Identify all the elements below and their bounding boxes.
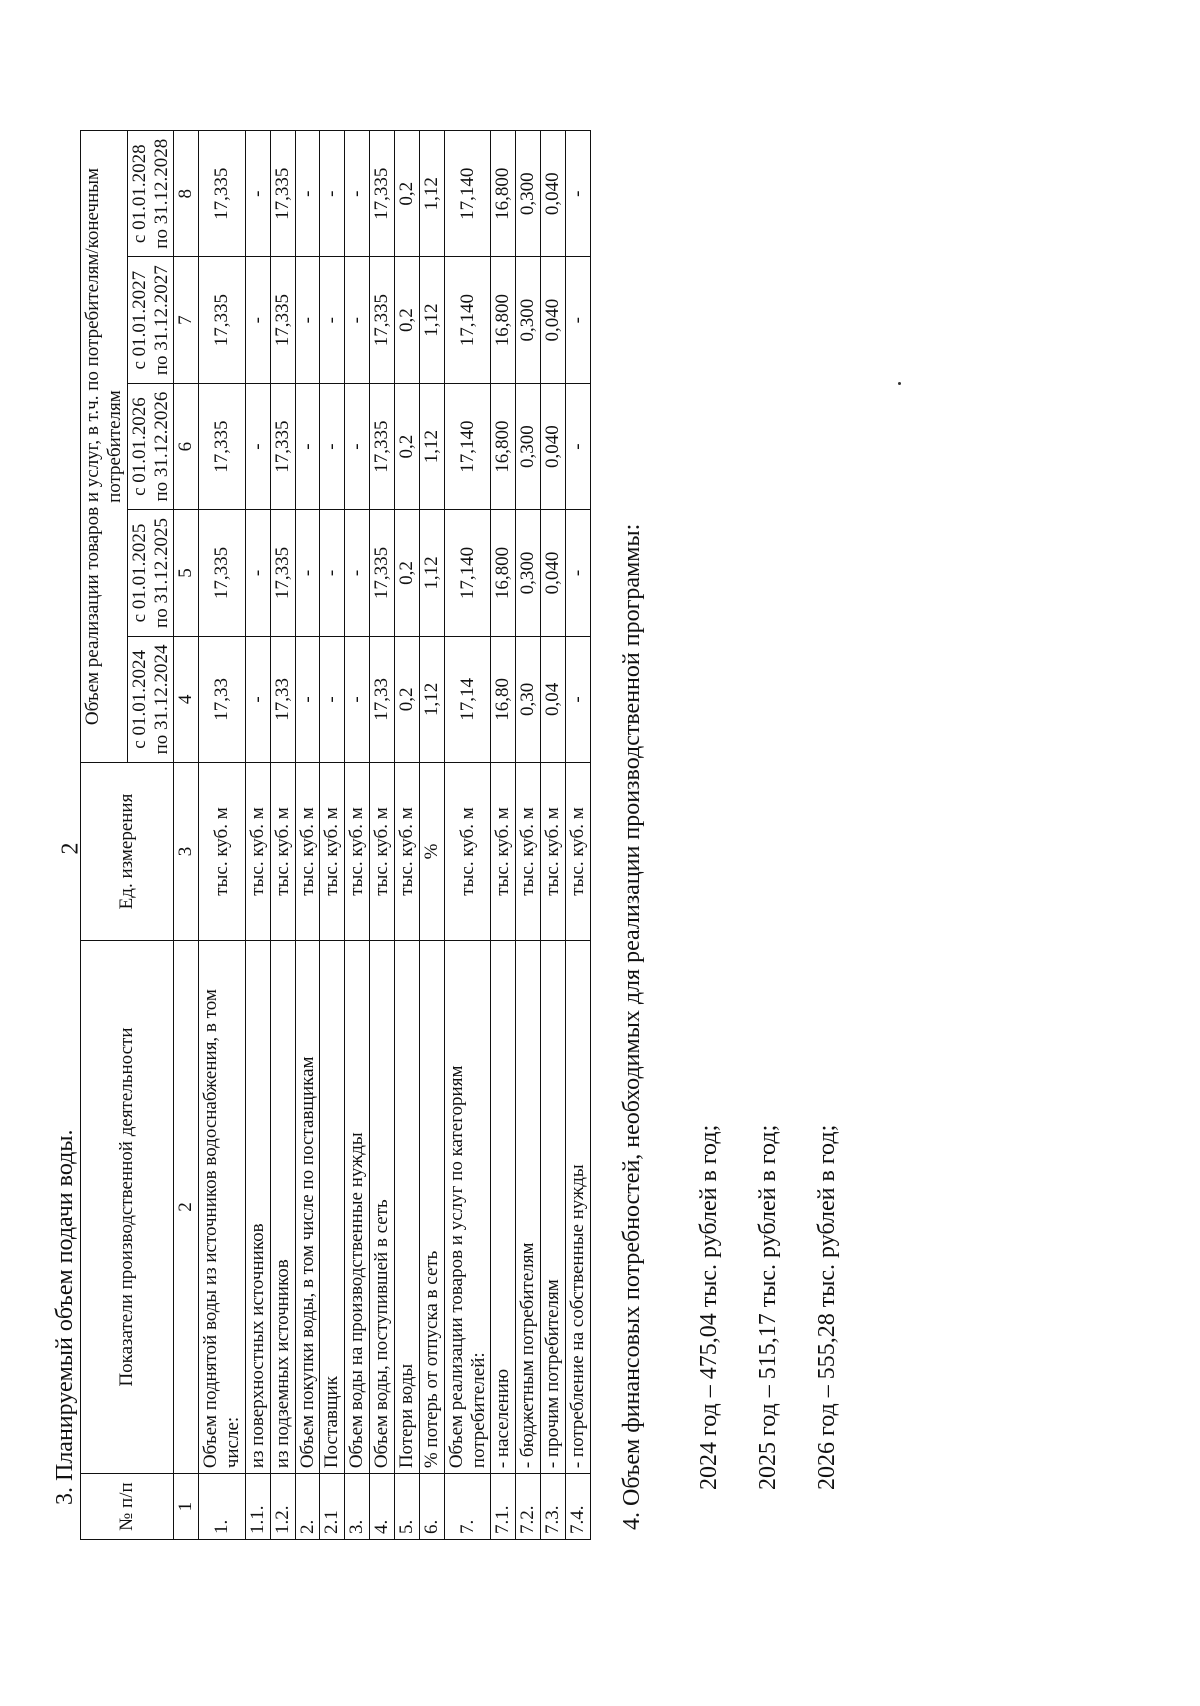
page-number: 2 — [57, 842, 84, 855]
table-row — [516, 131, 541, 1540]
row-value: 0,300 — [516, 510, 541, 636]
row-indicator: из поверхностных источников — [245, 940, 270, 1473]
row-value: - — [345, 636, 370, 762]
row-value: - — [295, 257, 320, 383]
row-number: 7. — [444, 1474, 491, 1540]
row-unit: тыс. куб. м — [516, 763, 541, 941]
row-unit: тыс. куб. м — [565, 763, 590, 941]
financial-line-2025: 2025 год – 515,17 тыс. рублей в год; — [754, 1124, 781, 1490]
column-number: 2 — [174, 940, 199, 1473]
row-value: 17,14 — [444, 636, 491, 762]
row-number: 1.2. — [270, 1474, 295, 1540]
row-value: 17,140 — [444, 383, 491, 509]
row-value: - — [320, 383, 345, 509]
row-value: - — [320, 131, 345, 257]
row-value: - — [565, 636, 590, 762]
column-number: 6 — [174, 383, 199, 509]
row-value: - — [245, 383, 270, 509]
row-number: 4. — [370, 1474, 395, 1540]
rotated-content — [50, 80, 841, 1680]
row-value: 0,300 — [516, 257, 541, 383]
row-value: - — [565, 510, 590, 636]
row-value: 0,2 — [394, 636, 419, 762]
table-row — [444, 131, 491, 1540]
row-value: 1,12 — [419, 131, 444, 257]
table-row — [370, 131, 395, 1540]
row-value: - — [245, 510, 270, 636]
section-3-title: 3. Планируемый объем подачи воды. — [52, 1129, 78, 1505]
row-indicator: Объем покупки воды, в том числе по поставщикам — [295, 940, 320, 1473]
row-value: 17,140 — [444, 131, 491, 257]
row-value: 1,12 — [419, 510, 444, 636]
row-value: - — [565, 131, 590, 257]
row-unit: тыс. куб. м — [444, 763, 491, 941]
row-value: 17,335 — [199, 383, 246, 509]
row-indicator: Потери воды — [394, 940, 419, 1473]
column-number: 7 — [174, 257, 199, 383]
row-number: 2.1 — [320, 1474, 345, 1540]
row-value: - — [345, 131, 370, 257]
row-value: 1,12 — [419, 636, 444, 762]
row-value: 16,800 — [491, 131, 516, 257]
table-row — [345, 131, 370, 1540]
row-value: 0,040 — [541, 510, 566, 636]
row-value: 17,335 — [370, 510, 395, 636]
table-row — [199, 131, 246, 1540]
row-indicator: из подземных источников — [270, 940, 295, 1473]
row-indicator: Поставщик — [320, 940, 345, 1473]
row-indicator: - населению — [491, 940, 516, 1473]
table-body — [81, 131, 591, 1540]
header-num: № п/п — [81, 1474, 174, 1540]
table-row — [541, 131, 566, 1540]
table-row — [245, 131, 270, 1540]
row-value: 16,800 — [491, 383, 516, 509]
row-number: 7.1. — [491, 1474, 516, 1540]
row-value: 17,335 — [270, 131, 295, 257]
row-indicator: - потребление на собственные нужды — [565, 940, 590, 1473]
row-value: - — [295, 131, 320, 257]
row-indicator: Объем поднятой воды из источников водоснабжения, в том числе: — [199, 940, 246, 1473]
row-value: 17,335 — [270, 383, 295, 509]
row-indicator: % потерь от отпуска в сеть — [419, 940, 444, 1473]
header-indicator: Показатели производственной деятельности — [81, 940, 174, 1473]
row-unit: тыс. куб. м — [320, 763, 345, 941]
row-value: 17,33 — [370, 636, 395, 762]
table-row — [320, 131, 345, 1540]
row-number: 7.4. — [565, 1474, 590, 1540]
water-supply-table — [80, 130, 591, 1540]
row-value: 17,33 — [270, 636, 295, 762]
row-value: - — [245, 636, 270, 762]
row-number: 1. — [199, 1474, 246, 1540]
row-unit: % — [419, 763, 444, 941]
row-value: 17,335 — [270, 257, 295, 383]
table-row — [565, 131, 590, 1540]
row-value: - — [245, 131, 270, 257]
table-row — [270, 131, 295, 1540]
row-unit: тыс. куб. м — [345, 763, 370, 941]
header-period: с 01.01.2028 по 31.12.2028 — [127, 131, 174, 257]
row-value: 0,040 — [541, 257, 566, 383]
row-number: 7.3. — [541, 1474, 566, 1540]
row-value: - — [295, 510, 320, 636]
financial-line-2024: 2024 год – 475,04 тыс. рублей в год; — [695, 1124, 722, 1490]
row-value: - — [295, 636, 320, 762]
row-unit: тыс. куб. м — [394, 763, 419, 941]
row-value: 1,12 — [419, 383, 444, 509]
row-value: - — [565, 383, 590, 509]
row-value: 17,335 — [370, 383, 395, 509]
row-value: - — [320, 636, 345, 762]
row-value: 17,335 — [270, 510, 295, 636]
row-value: - — [245, 257, 270, 383]
row-value: 16,80 — [491, 636, 516, 762]
row-number: 2. — [295, 1474, 320, 1540]
financial-line-2026: 2026 год – 555,28 тыс. рублей в год; — [813, 1124, 840, 1490]
row-unit: тыс. куб. м — [370, 763, 395, 941]
stray-dot — [898, 382, 901, 385]
row-unit: тыс. куб. м — [491, 763, 516, 941]
row-value: 16,800 — [491, 257, 516, 383]
row-unit: тыс. куб. м — [245, 763, 270, 941]
column-number: 5 — [174, 510, 199, 636]
row-value: 17,140 — [444, 257, 491, 383]
row-value: - — [565, 257, 590, 383]
row-value: 0,2 — [394, 257, 419, 383]
row-value: - — [345, 257, 370, 383]
header-period: с 01.01.2024 по 31.12.2024 — [127, 636, 174, 762]
table-row — [419, 131, 444, 1540]
row-value: 17,335 — [370, 131, 395, 257]
row-number: 7.2. — [516, 1474, 541, 1540]
row-value: 0,30 — [516, 636, 541, 762]
header-period: с 01.01.2027 по 31.12.2027 — [127, 257, 174, 383]
row-value: - — [345, 383, 370, 509]
row-indicator: - бюджетным потребителям — [516, 940, 541, 1473]
table-row — [491, 131, 516, 1540]
header-period: с 01.01.2025 по 31.12.2025 — [127, 510, 174, 636]
table-row — [295, 131, 320, 1540]
table-row — [394, 131, 419, 1540]
row-number: 5. — [394, 1474, 419, 1540]
row-unit: тыс. куб. м — [270, 763, 295, 941]
row-value: 0,300 — [516, 131, 541, 257]
row-unit: тыс. куб. м — [541, 763, 566, 941]
row-indicator: Объем воды на производственные нужды — [345, 940, 370, 1473]
row-value: 0,2 — [394, 383, 419, 509]
header-row-1 — [81, 131, 128, 1540]
row-value: - — [320, 510, 345, 636]
column-number: 1 — [174, 1474, 199, 1540]
row-value: 17,33 — [199, 636, 246, 762]
column-number-row — [174, 131, 199, 1540]
row-value: 17,140 — [444, 510, 491, 636]
row-value: 17,335 — [199, 131, 246, 257]
column-number: 8 — [174, 131, 199, 257]
row-value: - — [295, 383, 320, 509]
row-unit: тыс. куб. м — [199, 763, 246, 941]
row-number: 6. — [419, 1474, 444, 1540]
row-value: 0,300 — [516, 383, 541, 509]
row-indicator: Объем реализации товаров и услуг по категориям потребителей: — [444, 940, 491, 1473]
row-value: 1,12 — [419, 257, 444, 383]
row-value: 17,335 — [199, 257, 246, 383]
row-unit: тыс. куб. м — [295, 763, 320, 941]
row-number: 1.1. — [245, 1474, 270, 1540]
row-value: 0,2 — [394, 131, 419, 257]
column-number: 4 — [174, 636, 199, 762]
header-unit: Ед. измерения — [81, 763, 174, 941]
row-value: 16,800 — [491, 510, 516, 636]
row-indicator: Объем воды, поступившей в сеть — [370, 940, 395, 1473]
row-number: 3. — [345, 1474, 370, 1540]
row-value: 0,040 — [541, 131, 566, 257]
row-value: 0,04 — [541, 636, 566, 762]
row-value: 17,335 — [370, 257, 395, 383]
row-value: - — [320, 257, 345, 383]
row-value: - — [345, 510, 370, 636]
header-period: с 01.01.2026 по 31.12.2026 — [127, 383, 174, 509]
row-value: 0,040 — [541, 383, 566, 509]
row-value: 0,2 — [394, 510, 419, 636]
row-indicator: - прочим потребителям — [541, 940, 566, 1473]
header-volume-group: Объем реализации товаров и услуг, в т.ч. по потребителям/конечным потребителям — [81, 131, 128, 763]
row-value: 17,335 — [199, 510, 246, 636]
column-number: 3 — [174, 763, 199, 941]
section-4-title: 4. Объем финансовых потребностей, необходимых для реализации производственной программы: — [618, 523, 645, 1530]
